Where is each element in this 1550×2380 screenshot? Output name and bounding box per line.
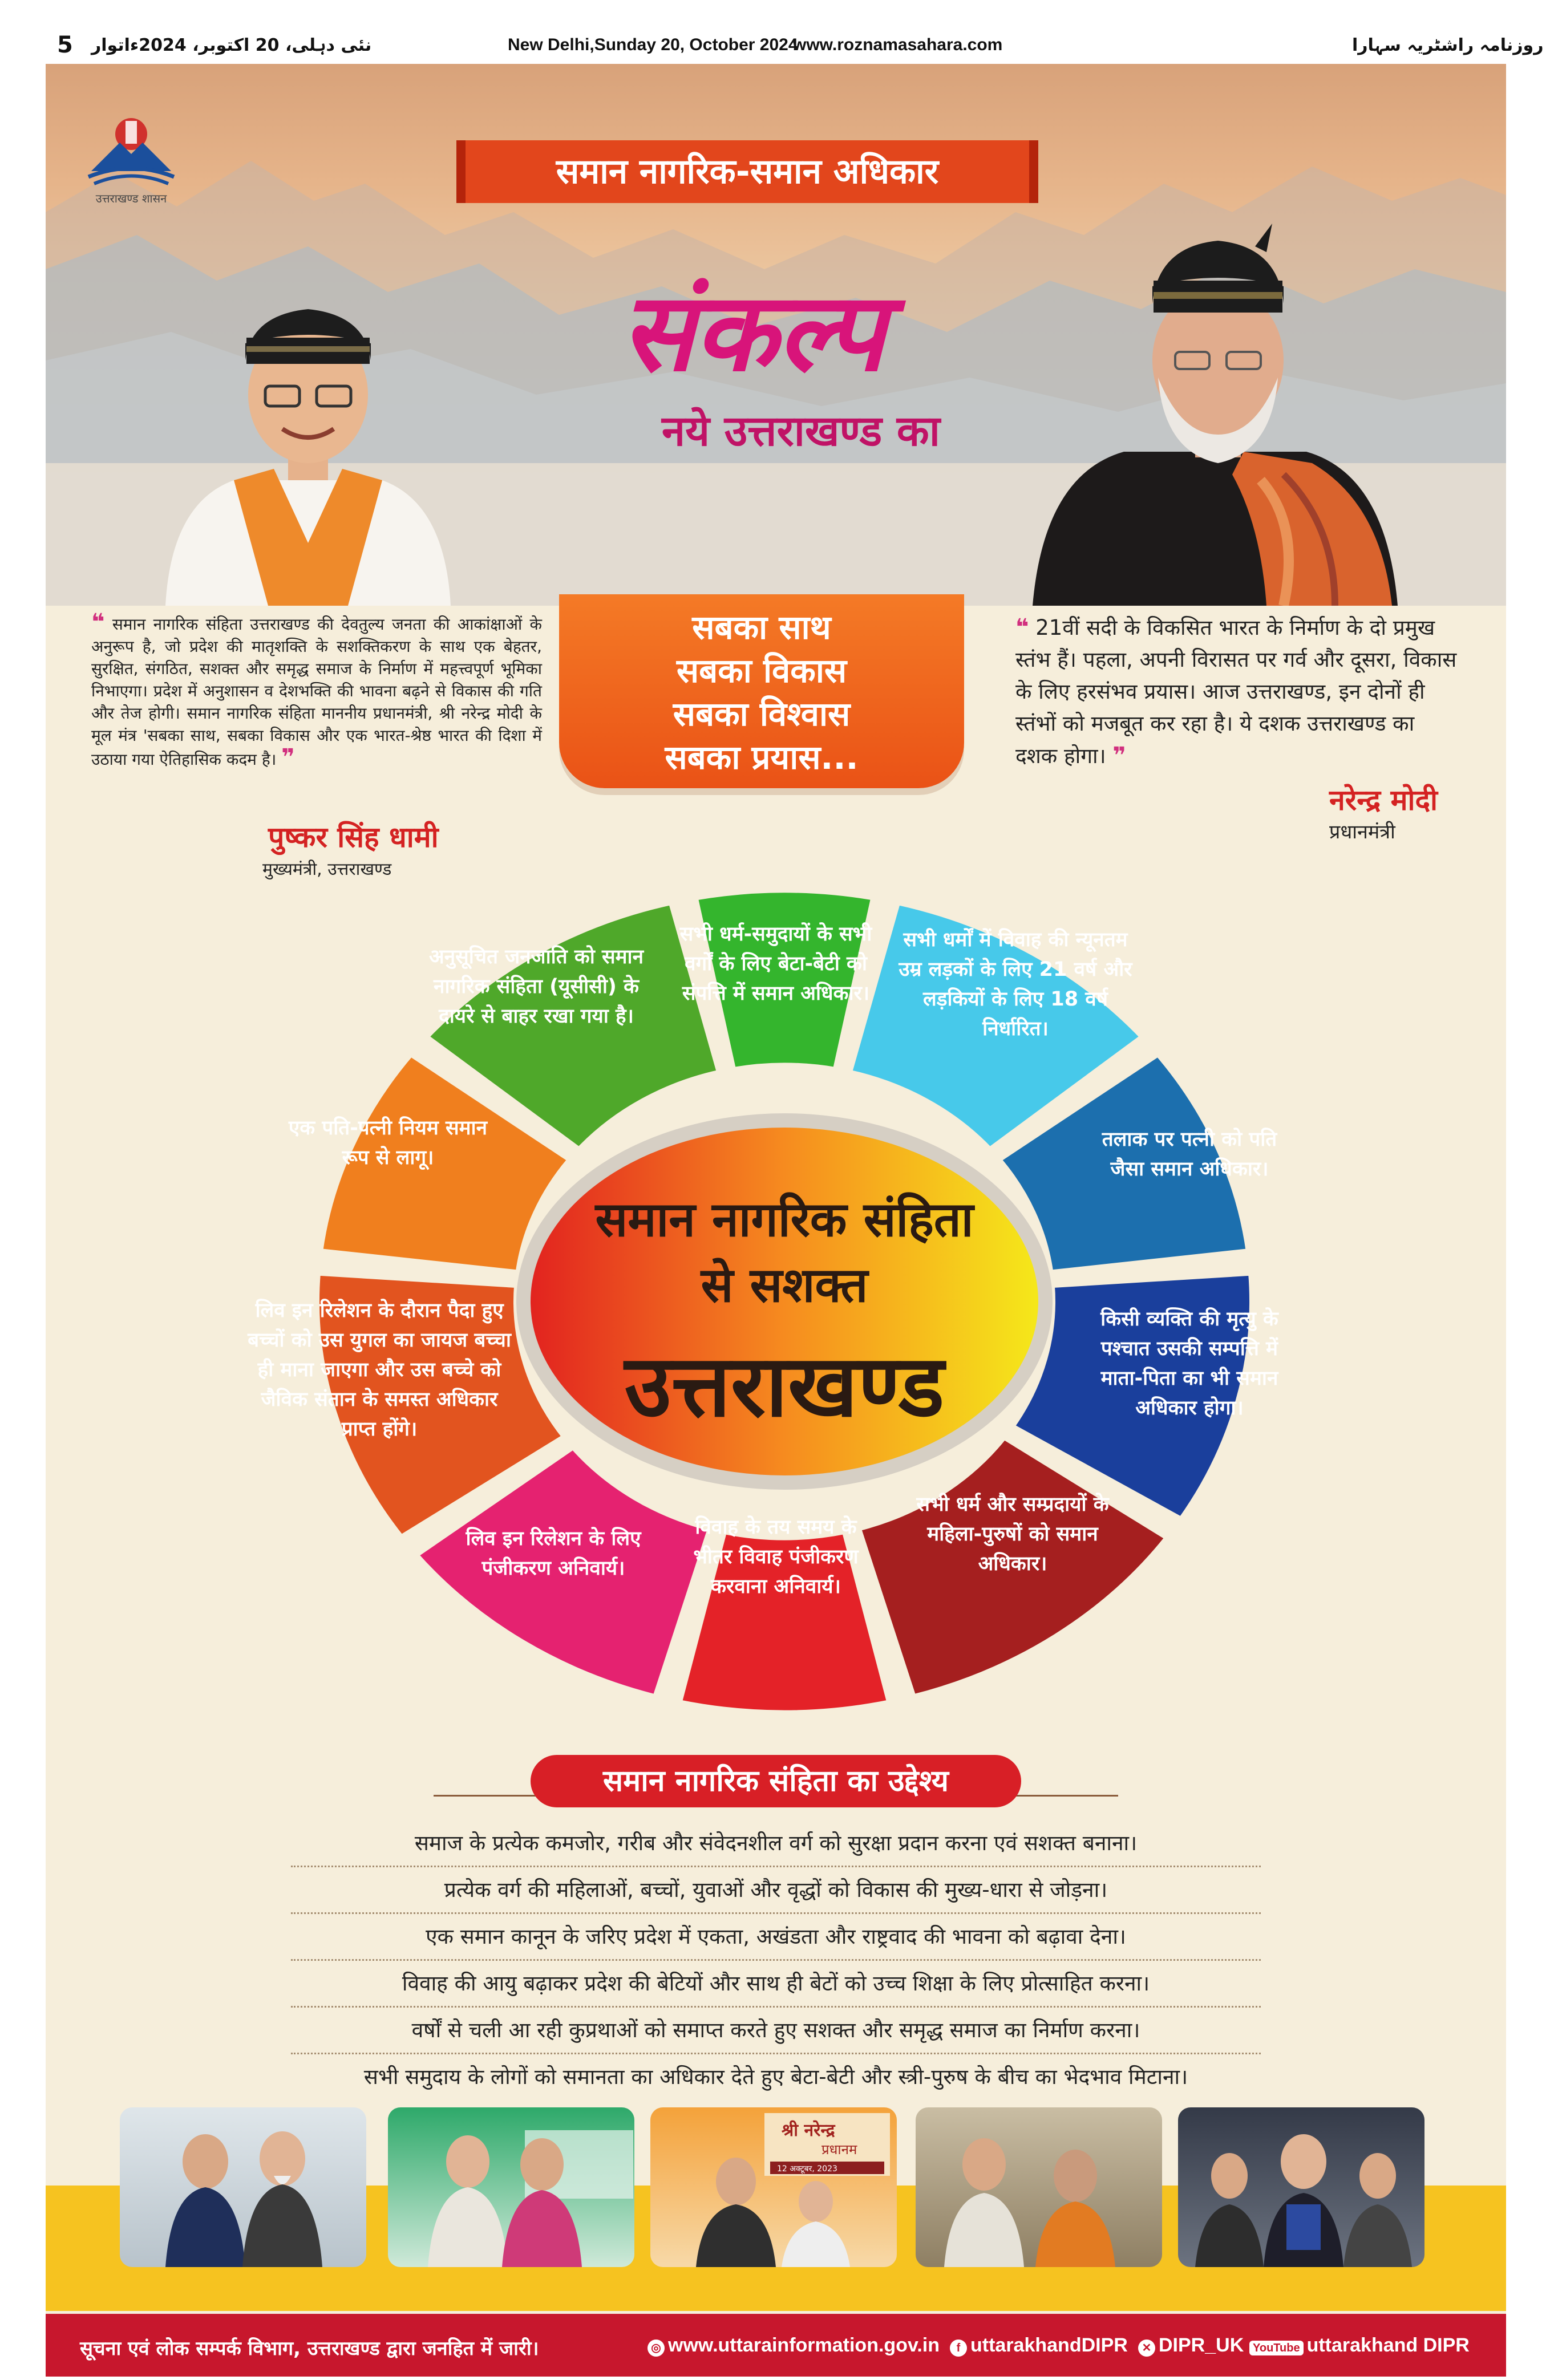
photo-cm-with-sadhus: [916, 2107, 1162, 2267]
photo-leaders-greeting: [120, 2107, 366, 2267]
urdu-paper-name: روزنامہ راشٹریہ سہارا: [1352, 35, 1544, 55]
slogan-3: सबका विश्वास: [673, 695, 851, 733]
footer-website[interactable]: ◎ www.uttarainformation.gov.in: [647, 2334, 940, 2357]
chief-minister-portrait: [148, 275, 468, 606]
slogan-box: [559, 594, 964, 788]
photo3-date: 12 अक्टूबर, 2023: [777, 2164, 837, 2174]
youtube-icon: YouTube: [1249, 2341, 1304, 2355]
footer-x[interactable]: ✕ DIPR_UK: [1138, 2334, 1244, 2357]
footer-facebook[interactable]: f uttarakhandDIPR: [950, 2334, 1128, 2357]
prime-minister-title: प्रधानमंत्री: [1329, 821, 1395, 844]
purpose-list: [291, 1821, 1261, 2101]
chief-minister-title: मुख्यमंत्री, उत्तराखण्ड: [262, 859, 392, 879]
purpose-item: प्रत्येक वर्ग की महिलाओं, बच्चों, युवाओं और वृद्धों को विकास की मुख्य-धारा से जोड़ना।: [291, 1867, 1261, 1914]
wheel-segment-6-text: सभी धर्म और सम्प्रदायों के महिला-पुरुषों को समान अधिकार।: [916, 1493, 1109, 1575]
prime-minister-quote: [1015, 611, 1460, 772]
footer-bar: [46, 2314, 1506, 2377]
photo3-caption-sub: प्रधानम: [821, 2142, 857, 2158]
globe-icon: ◎: [647, 2340, 665, 2357]
logo-caption: उत्तराखण्ड शासन: [95, 192, 167, 205]
purpose-heading: समान नागरिक संहिता का उद्देश्य: [603, 1764, 949, 1798]
photo-pm-event-stage: [650, 2107, 897, 2267]
prime-minister-portrait: [1015, 206, 1415, 606]
photo3-caption-top: श्री नरेन्द्र: [782, 2120, 835, 2140]
uttarakhand-government-logo: [80, 103, 183, 188]
masthead-website: www.roznamasahara.com: [793, 35, 1003, 54]
open-quote-icon: ❝: [91, 609, 105, 635]
sankalp-subtitle: नये उत्तराखण्ड का: [662, 407, 940, 456]
purpose-heading-bar: [531, 1755, 1021, 1807]
header-banner: [456, 140, 1038, 203]
banner-title: समान नागरिक-समान अधिकार: [556, 152, 939, 192]
photo-cm-with-award: [1178, 2107, 1424, 2267]
sankalp-title: संकल्प: [621, 268, 885, 395]
masthead: [0, 0, 1550, 63]
open-quote-icon: ❝: [1015, 614, 1029, 640]
wheel-center-line2: से सशक्त: [701, 1257, 868, 1313]
masthead-date: New Delhi,Sunday 20, October 2024: [508, 35, 798, 54]
urdu-date: نئی دہلی، 20 اکتوبر، 2024ءاتوار: [91, 35, 372, 55]
page-number: 5: [57, 32, 73, 58]
wheel-center-line3: उत्तराखण्ड: [624, 1336, 945, 1436]
chief-minister-name: पुष्कर सिंह धामी: [268, 821, 439, 854]
x-icon: ✕: [1138, 2340, 1155, 2357]
purpose-item: समाज के प्रत्येक कमजोर, गरीब और संवेदनशील वर्ग को सुरक्षा प्रदान करना एवं सशक्त बनाना।: [291, 1821, 1261, 1867]
wheel-segment-1-text: अनुसूचित जनजाति को समान नागरिक संहिता (यूसीसी) के दायरे से बाहर रखा गया है।: [428, 946, 644, 1028]
slogan-1: सबका साथ: [692, 608, 831, 647]
facebook-icon: f: [950, 2340, 967, 2357]
chief-minister-quote: [91, 611, 542, 771]
prime-minister-name: नरेन्द्र मोदी: [1329, 784, 1438, 817]
prime-minister-quote-text: 21वीं सदी के विकसित भारत के निर्माण के दो प्रमुख स्तंभ हैं। पहला, अपनी विरासत पर गर्व और दूसरा, विकास के लिए हरसंभव प्रयास। आज उत्तराखण्ड, इन दोनों ही स्तंभों को मजबूत कर रहा है। ये दशक उत्तराखण्ड का दशक होगा।: [1015, 615, 1457, 768]
wheel-segment-2-text: सभी धर्म-समुदायों के सभी वर्गों के लिए बेटा-बेटी को संपत्ति में समान अधिकार।: [679, 923, 872, 1005]
purpose-item: सभी समुदाय के लोगों को समानता का अधिकार देते हुए बेटा-बेटी और स्त्री-पुरुष के बीच का भेदभाव मिटाना।: [363, 2065, 1188, 2089]
wheel-segment-5-text: किसी व्यक्ति की मृत्यु के पश्चात उसकी सम्पत्ति में माता-पिता का भी समान अधिकार होगा।: [1100, 1308, 1278, 1420]
wheel-segment-7-text: विवाह के तय समय के भीतर विवाह पंजीकरण करवाना अनिवार्य।: [693, 1516, 859, 1598]
wheel-center-line1: समान नागरिक संहिता: [595, 1191, 974, 1247]
wheel-segment-10-text: एक पति-पत्नी नियम समान रूप से लागू।: [288, 1117, 488, 1169]
wheel-segment-9-text: लिव इन रिलेशन के दौरान पैदा हुए बच्चों को उस युगल का जायज बच्चा ही माना जाएगा और उस बच्चे को जैविक संतान के समस्त अधिकार प्राप्त होंगे।: [248, 1299, 511, 1441]
purpose-item: वर्षों से चली आ रही कुप्रथाओं को समाप्त करते हुए सशक्त और समृद्ध समाज का निर्माण करना।: [291, 2008, 1261, 2054]
wheel-segment-4-text: तलाक पर पत्नी को पति जैसा समान अधिकार।: [1102, 1128, 1277, 1181]
close-quote-icon: ❞: [1112, 743, 1126, 769]
photo-house-of-himalayas: [388, 2107, 634, 2267]
close-quote-icon: ❞: [281, 744, 295, 771]
purpose-item: एक समान कानून के जरिए प्रदेश में एकता, अखंडता और राष्ट्रवाद की भावना को बढ़ावा देना।: [291, 1914, 1261, 1961]
wheel-segment-3-text: सभी धर्मों में विवाह की न्यूनतम उम्र लड़कों के लिए 21 वर्ष और लड़कियों के लिए 18 वर्ष निर्धारित।: [899, 929, 1132, 1040]
advertisement-page: [46, 64, 1506, 2377]
purpose-item: विवाह की आयु बढ़ाकर प्रदेश की बेटियों और साथ ही बेटों को उच्च शिक्षा के लिए प्रोत्साहित करना।: [291, 1961, 1261, 2008]
footer-issued-by: सूचना एवं लोक सम्पर्क विभाग, उत्तराखण्ड द्वारा जनहित में जारी।: [80, 2337, 539, 2360]
slogan-2: सबका विकास: [676, 651, 847, 690]
wheel-segment-8-text: लिव इन रिलेशन के लिए पंजीकरण अनिवार्य।: [466, 1527, 641, 1580]
footer-youtube[interactable]: YouTube uttarakhand DIPR: [1249, 2334, 1470, 2357]
chief-minister-quote-text: समान नागरिक संहिता उत्तराखण्ड की देवतुल्य जनता की आकांक्षाओं के अनुरूप है, जो प्रदेश की मातृशक्ति के सशक्तिकरण के साथ एक बेहतर, सुरक्षित, संगठित, सशक्त और समृद्ध समाज के निर्माण में महत्त्वपूर्ण भूमिका निभाएगा। प्रदेश में अनुशासन व देशभक्ति की भावना बढ़ने से विकास की गति और तेज होगी। समान नागरिक संहिता माननीय प्रधानमंत्री, श्री नरेन्द्र मोदी के मूल मंत्र 'सबका साथ, सबका विकास और एक भारत-श्रेष्ठ भारत की दिशा में उठाया गया ऐतिहासिक कदम है।: [91, 615, 543, 769]
slogan-4: सबका प्रयास...: [665, 738, 859, 777]
